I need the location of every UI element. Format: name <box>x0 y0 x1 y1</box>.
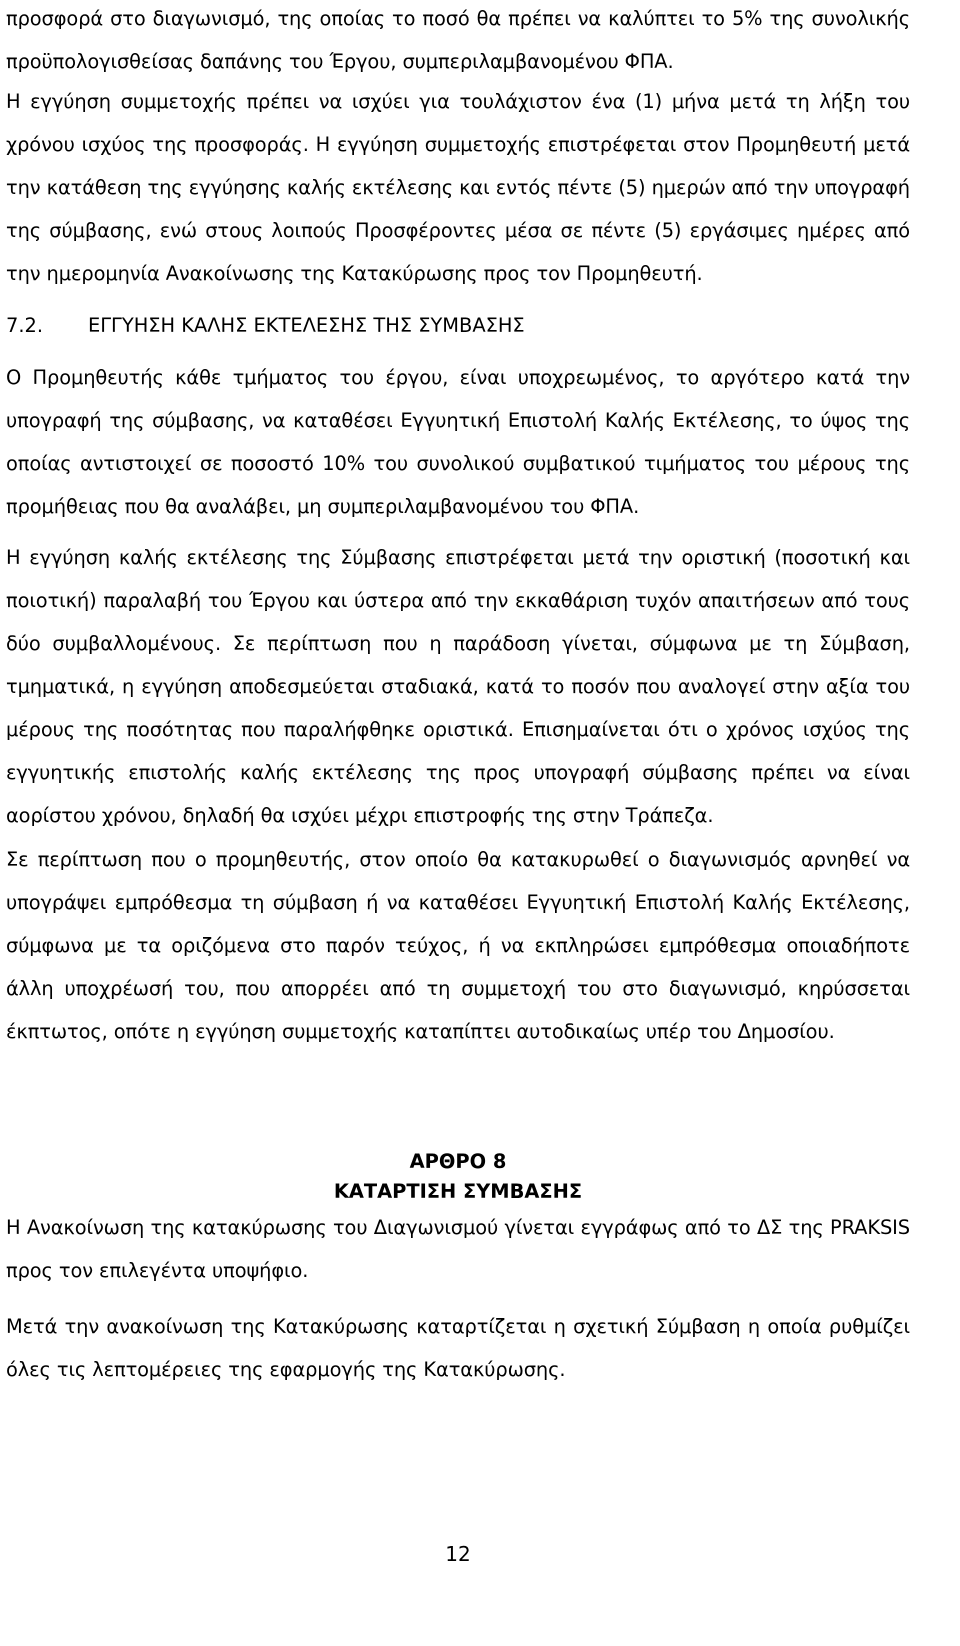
paragraph-forfeiture: Σε περίπτωση που ο προμηθευτής, στον οποίο θα κατακυρωθεί ο διαγωνισμός αρνηθεί να υπογράψει εμπρόθεσμα τη σύμβαση ή να καταθέσει Εγγυητική Επιστολή Καλής Εκτέλεσης, σύμφωνα με τα οριζόμενα στο παρόν τεύχος, ή να εκπληρώσει εμπρόθεσμα οποιαδήποτε άλλη υποχρέωσή του, που απορρέει από τη συμμετοχή του στο διαγωνισμό, κηρύσσεται έκπτωτος, οπότε η εγγύηση συμμετοχής καταπίπτει αυτοδικαίως υπέρ του Δημοσίου. <box>6 848 910 1043</box>
paragraph-guarantee-return: Η εγγύηση καλής εκτέλεσης της Σύμβασης επιστρέφεται μετά την οριστική (ποσοτική και ποιοτική) παραλαβή του Έργου και ύστερα από την εκκαθάριση τυχόν απαιτήσεων από τους δύο συμβαλλομένους. Σε περίπτωση που η παράδοση γίνεται, σύμφωνα με τη Σύμβαση, τμηματικά, η εγγύηση αποδεσμεύεται σταδιακά, κατά το ποσόν που αναλογεί στην αξία του μέρους της ποσότητας που παραλήφθηκε οριστικά. Επισημαίνεται ότι ο χρόνος ισχύος της εγγυητικής επιστολής καλής εκτέλεσης της προς υπογραφή σύμβασης πρέπει να είναι αορίστου χρόνου, δηλαδή θα ισχύει μέχρι επιστροφής της στην Τράπεζα. <box>6 546 910 827</box>
page-number: 12 <box>445 1542 471 1566</box>
section-heading-7-2 <box>6 304 910 347</box>
document-page <box>6 0 910 1646</box>
paragraph-award-notice: Η Ανακοίνωση της κατακύρωσης του Διαγωνισμού γίνεται εγγράφως από το ΔΣ της PRAKSIS προς τον επιλεγέντα υποψήφιο. <box>6 1216 910 1282</box>
paragraph-contract-drafting: Μετά την ανακοίνωση της Κατακύρωσης καταρτίζεται η σχετική Σύμβαση η οποία ρυθμίζει όλες τις λεπτομέρειες της εφαρμογής της Κατακύρωσης. <box>6 1315 910 1381</box>
section-title: ΕΓΓΥΗΣΗ ΚΑΛΗΣ ΕΚΤΕΛΕΣΗΣ ΤΗΣ ΣΥΜΒΑΣΗΣ <box>88 314 525 337</box>
article-heading: ΑΡΘΡΟ 8 <box>409 1150 507 1173</box>
paragraph-performance-guarantee: Ο Προμηθευτής κάθε τμήματος του έργου, είναι υποχρεωμένος, το αργότερο κατά την υπογραφή της σύμβασης, να καταθέσει Εγγυητική Επιστολή Καλής Εκτέλεσης, το ύψος της οποίας αντιστοιχεί σε ποσοστό 10% του συνολικού συμβατικού τιμήματος του μέρους της προμήθειας που θα αναλάβει, μη συμπεριλαμβανομένου του ΦΠΑ. <box>6 366 910 518</box>
article-title: ΚΑΤΑΡΤΙΣΗ ΣΥΜΒΑΣΗΣ <box>333 1180 583 1203</box>
paragraph-bid-amount: προσφορά στο διαγωνισμό, της οποίας το ποσό θα πρέπει να καλύπτει το 5% της συνολικής προϋπολογισθείσας δαπάνης του Έργου, συμπεριλαμβανομένου ΦΠΑ. <box>6 7 910 73</box>
paragraph-bid-guarantee-validity: Η εγγύηση συμμετοχής πρέπει να ισχύει για τουλάχιστον ένα (1) μήνα μετά τη λήξη του χρόνου ισχύος της προσφοράς. Η εγγύηση συμμετοχής επιστρέφεται στον Προμηθευτή μετά την κατάθεση της εγγύησης καλής εκτέλεσης και εντός πέντε (5) ημερών από την υπογραφή της σύμβασης, ενώ στους λοιπούς Προσφέροντες μέσα σε πέντε (5) εργάσιμες ημέρες από την ημερομηνία Ανακοίνωσης της Κατακύρωσης προς τον Προμηθευτή. <box>6 90 910 285</box>
section-number: 7.2. <box>6 314 44 337</box>
